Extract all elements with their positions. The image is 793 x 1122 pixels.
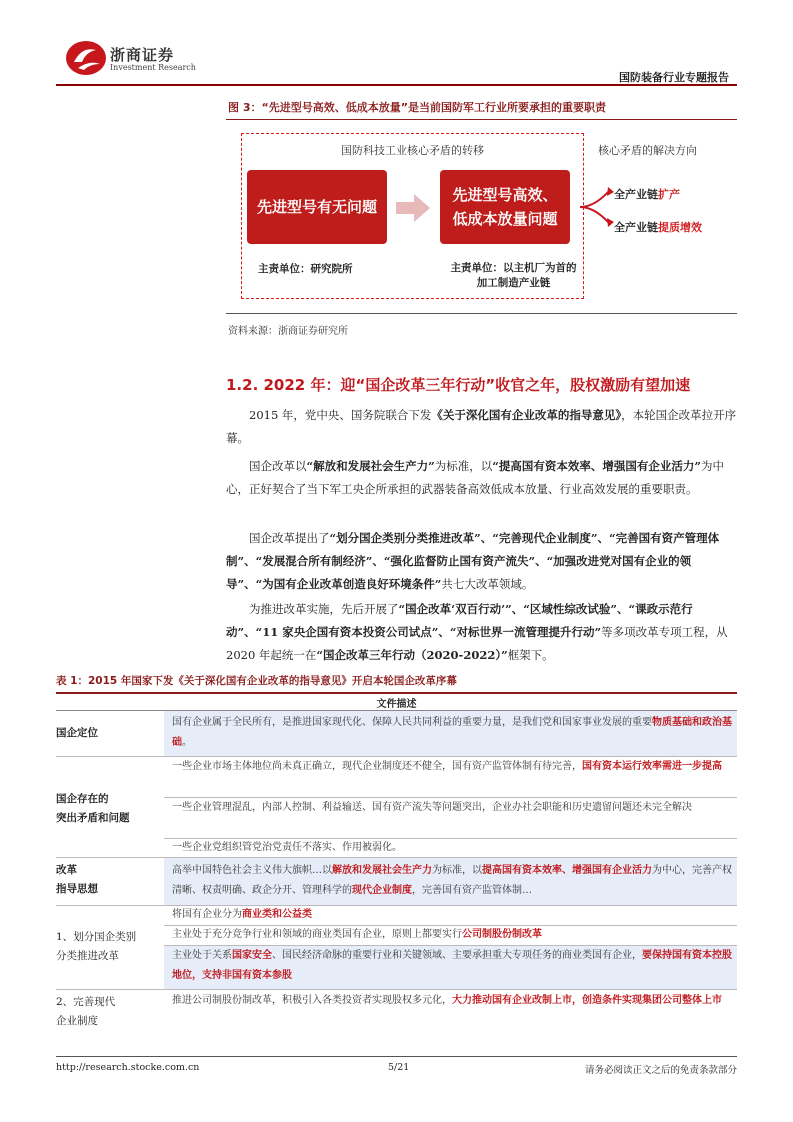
p3-text-a: 国企改革提出了	[249, 531, 330, 545]
p4-bold-d: “国企改革三年行动（2020-2022）”	[316, 648, 508, 662]
direction-quality-prefix: 全产业链	[614, 221, 658, 234]
diagram-box-left: 先进型号有无问题	[247, 170, 387, 244]
table-header: 文件描述	[376, 699, 417, 710]
footer-disclaimer: 请务必阅读正文之后的免责条款部分	[584, 1065, 737, 1076]
direction-expand-highlight: 扩产	[658, 188, 680, 201]
p4-text-a: 为推进改革实施，先后开展了	[249, 602, 399, 616]
paragraph-3	[226, 527, 737, 596]
row-cell-problem-3: 一些企业党组织管党治党责任不落实、作用被弱化。	[172, 842, 402, 853]
table-caption: 表 1：2015 年国家下发《关于深化国有企业改革的指导意见》开启本轮国企改革序幕	[56, 675, 457, 687]
row-divider	[56, 857, 737, 858]
diagram-unit-left: 主责单位：研究院所	[258, 263, 353, 275]
row-cell-classify-1	[172, 905, 737, 925]
row-cell-position	[172, 713, 737, 753]
r2-label-line2: 突出矛盾和问题	[56, 812, 130, 824]
row-cell-problem-1	[172, 757, 737, 777]
r5-label-line2: 企业制度	[56, 1015, 98, 1027]
row-cell-guideline	[172, 861, 737, 901]
r4-label-line2: 分类推进改革	[56, 950, 119, 962]
r3-label-line1: 改革	[56, 864, 77, 876]
direction-expand-prefix: 全产业链	[614, 188, 658, 201]
r4-1-text: 将国有企业分为	[172, 909, 242, 920]
r4-1-highlight: 商业类和公益类	[242, 909, 312, 920]
r1-text-a: 国有企业属于全民所有，是推进国家现代化、保障人民共同利益的重要力量，是我们党和国家事业发展的重要	[172, 717, 652, 728]
paragraph-4	[226, 598, 737, 667]
p2-text-e: 为中心，正好契合了当下军工央企所承担的武器装备高效低成本放量、行业高效发展的重要职责。	[226, 459, 724, 496]
row-cell-classify-2	[172, 925, 737, 945]
row-cell-modern	[172, 991, 737, 1011]
r5-highlight: 大力推动国有企业改制上市，创造条件实现集团公司整体上市	[452, 995, 722, 1006]
r4-label-line1: 1、划分国企类别	[56, 931, 137, 943]
p3-text-c: 共七大改革领域。	[441, 577, 534, 591]
row-divider	[56, 989, 737, 990]
paragraph-1	[226, 404, 737, 450]
company-logo	[64, 38, 108, 78]
row-label-classify	[56, 928, 164, 966]
p2-bold-b: “解放和发展社会生产力”	[306, 459, 435, 473]
report-title: 国防装备行业专题报告	[619, 71, 729, 84]
fork-arrow-icon	[578, 184, 618, 230]
r4-3-text-a: 主业处于关系	[172, 950, 232, 961]
r3-text-e: 为中心，完善产权清晰、权责明确、政企分开、管理科学的	[172, 865, 732, 896]
p1-text-c: ，本轮国企改革拉开序幕。	[226, 408, 737, 445]
r5-text-a: 推进公司制股份制改革，积极引入各类投资者实现股权多元化，	[172, 995, 452, 1006]
figure-bottom-rule	[226, 313, 737, 314]
p4-text-e: 框架下。	[507, 648, 554, 662]
p2-text-c: 为标准，以	[434, 459, 493, 473]
right-arrow-icon	[396, 194, 430, 222]
row-label-modern	[56, 993, 164, 1031]
p2-bold-d: “提高国有资本效率、增强国有企业活力”	[492, 459, 701, 473]
r4-3-highlight-b: 国家安全	[232, 950, 272, 961]
direction-expand	[614, 186, 680, 202]
p1-bold: 《关于深化国有企业改革的指导意见》	[431, 408, 622, 422]
row-cell-classify-3	[172, 946, 737, 986]
brand-name-cn: 浙商证券	[110, 46, 175, 64]
diagram-header-right: 核心矛盾的解决方向	[598, 144, 697, 157]
r3-text-g: ，完善国有资产监管体制…	[412, 885, 532, 896]
r2-label-line1: 国企存在的	[56, 793, 109, 805]
diagram-box-right: 先进型号高效、低成本放量问题	[440, 170, 570, 244]
p2-text-a: 国企改革以	[249, 459, 307, 473]
figure-caption: 图 3：“先进型号高效、低成本放量”是当前国防军工行业所要承担的重要职责	[228, 101, 606, 114]
p3-bold: “划分国企类别分类推进改革”、“完善现代企业制度”、“完善国有资产管理体制”、“发展混合所有制经济”、“强化监督防止国有资产流失”、“加强改进党对国有企业的领导”、“为国有企业改革创造良好环境条件”	[226, 531, 720, 591]
r2-1-highlight: 国有资本运行效率需进一步提高	[582, 761, 722, 772]
paragraph-2	[226, 455, 737, 501]
brand-name-en: Investment Research	[110, 63, 196, 72]
p4-bold-b: “国企改革‘双百行动’”、“区域性综改试验”、“课政示范行动”、“11 家央企国有资本投资公司试点”、“对标世界一流管理提升行动”	[226, 602, 693, 639]
table-top-rule	[56, 692, 737, 694]
page-number: 5/21	[388, 1062, 410, 1073]
figure-top-rule	[226, 119, 737, 120]
r5-label-line1: 2、完善现代	[56, 996, 116, 1008]
r4-3-highlight-d: 要保持国有资本控股地位，支持非国有资本参股	[172, 950, 732, 981]
footer-divider	[56, 1056, 737, 1057]
diagram-header-left: 国防科技工业核心矛盾的转移	[341, 144, 484, 157]
header-divider	[56, 84, 737, 86]
direction-quality	[614, 219, 702, 235]
direction-quality-highlight: 提质增效	[658, 221, 702, 234]
figure-source: 资料来源：浙商证券研究所	[228, 326, 348, 337]
row-label-position: 国企定位	[56, 727, 98, 739]
r1-text-c: 。	[182, 737, 192, 748]
r2-1-text: 一些企业市场主体地位尚未真正确立，现代企业制度还不健全，国有资产监管体制有待完善，	[172, 761, 582, 772]
p1-text-a: 2015 年，党中央、国务院联合下发	[249, 408, 432, 422]
r4-3-text-c: 、国民经济命脉的重要行业和关键领域、主要承担重大专项任务的商业类国有企业，	[272, 950, 642, 961]
diagram-unit-right: 主责单位：以主机厂为首的加工制造产业链	[450, 262, 577, 289]
p4-text-c: 等多项改革专项工程，从 2020 年起统一在	[226, 625, 728, 662]
r3-label-line2: 指导思想	[56, 883, 98, 895]
r1-highlight: 物质基础和政治基础	[172, 717, 732, 748]
r3-highlight-b: 解放和发展社会生产力	[332, 865, 432, 876]
r3-highlight-f: 现代企业制度	[352, 885, 412, 896]
row-cell-problem-2: 一些企业管理混乱，内部人控制、利益输送、国有资产流失等问题突出，企业办社会职能和历史遗留问题还未完全解决	[172, 802, 692, 813]
section-title: 1.2. 2022 年：迎“国企改革三年行动”收官之年，股权激励有望加速	[226, 376, 691, 394]
row-label-guideline	[56, 861, 164, 899]
r3-text-a: 高举中国特色社会主义伟大旗帜…以	[172, 865, 332, 876]
r4-2-highlight: 公司制股份制改革	[462, 929, 542, 940]
r3-highlight-d: 提高国有资本效率、增强国有企业活力	[482, 865, 652, 876]
r3-text-c: 为标准，以	[432, 865, 482, 876]
footer-url[interactable]: http://research.stocke.com.cn	[56, 1062, 200, 1073]
row-label-problems	[56, 790, 164, 828]
r4-2-text: 主业处于充分竞争行业和领域的商业类国有企业，原则上都要实行	[172, 929, 462, 940]
